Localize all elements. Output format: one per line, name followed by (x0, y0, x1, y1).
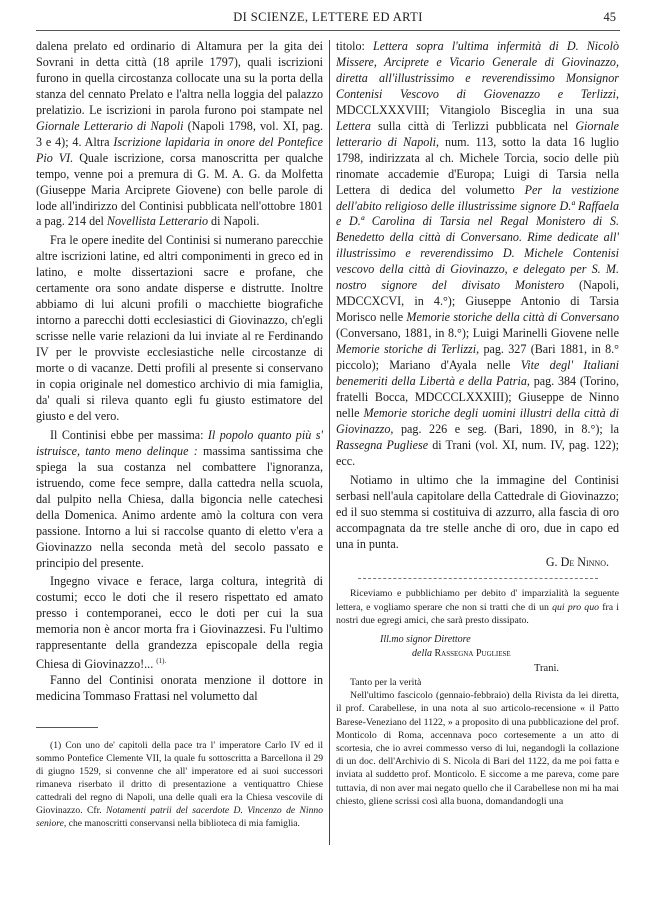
italic-title: Vite degl' Italiani benemeriti della Libertà e della Patria (336, 358, 619, 389)
letter-body: Nell'ultimo fascicolo (gennaio-febbraio) della Rivista da lei diretta, il prof. Carabellese, in una nota al suo articolo-recensione « il Patto Barese-Veneziano del 1122, » a proposito di una pubblicazione del prof. Monticolo di Roma, accennava poco cortesemente a un atto di scortesia, che io avrei commesso verso di lui, negandogli la collazione di un doc. dell'Archivio di S. Nicola di Bari del 1122, da me poi fatta e inviata al suddetto prof. Monticolo. E siccome a me pareva, come pare tuttavia, di non aver mai negato quello che il Carabellese non mi ha mai chiesto, gliene scrissi così alla buona, domandandogli una (336, 690, 619, 807)
text: , pag. 327 (Bari 1881, in 8.° piccolo); Mariano d'Ayala nelle (336, 342, 620, 373)
letter-salutation (336, 633, 619, 647)
paragraph (36, 39, 323, 230)
italic-title: Giornale letterario di Napoli (336, 118, 619, 149)
italic-title: Memorie storiche degli uomini illustri della città di Giovinazzo (336, 405, 620, 436)
text: (Napoli, MDCCXCVI, in 4.°); Giuseppe Antonio di Tarsia Morisco nelle (336, 278, 619, 325)
italic-title: Memorie storiche di Terlizzi (336, 342, 477, 357)
text: di Napoli. (208, 214, 260, 229)
paragraph (336, 39, 619, 470)
italic-title: Per la vestizione dell'abito religioso delle illustrissime signore D.ª Raffaela e D.ª Carolina di Tarsia nel Regal Monistero di S. Benedetto della città di Conversano. Rime dedicate all' illustrissimo e reverendissimo D. Michele Contenisi vescovo della città di Giovinazzo, e delegato per S. M. nostro signore del divisato Monistero (336, 182, 620, 293)
italic-title: Iscrizione lapidaria in onore del Pontefice Pio VI. (36, 134, 324, 165)
text: (1) Con uno de' capitoli della pace tra l' imperatore Carlo IV ed il sommo Pontefice Clemente VII, la quale fu sottoscritta a Barcellona il 29 di giugno 1529, si convenne che all' imperatore ed ai suoi successori rimaneva riserbato il dritto di presentazione a ventiquattro Chiese cattedrali del regno di Napoli, una delle quali era la Chiesa vescovile di Giovinazzo. Cfr. (36, 740, 323, 816)
footnote-rule (36, 727, 98, 728)
header-rule (36, 30, 620, 31)
page-number: 45 (603, 10, 616, 24)
footnote (36, 740, 323, 830)
italic-title: Lettera sopra l'ultima infermità di D. Nicolò Missere, Arciprete e Vicario Generale di Giovinazzo, diretta all'illustrissimo e reverendissimo Monsignor Contenisi Vescovo di Giovenazzo e Terlizzi (336, 39, 619, 101)
italic-title: Memorie storiche della città di Conversano (406, 310, 619, 325)
letter-place: Trani. (534, 663, 559, 675)
text: di Trani (vol. XI, num. IV, pag. 122); ecc. (336, 437, 619, 468)
left-column (36, 39, 323, 830)
text: sulla città di Terlizzi pubblicata nel (370, 118, 576, 133)
text: Quale iscrizione, corsa manoscritta per qualche tempo, venne poi a premura di G. M. A. G. da Molfetta (Giuseppe Maria Arciprete Giovene) con belle parole di lode all'indirizzo del Continisi pubblicata nell'ottobre 1801 a pag. 214 del (36, 150, 323, 229)
signature: G. De Ninno. (545, 554, 609, 569)
text: massima santissima che spiega la sua costanza nel combattere l'ignoranza, istruendo, come fece sempre, dalla cattedra nella scuola, dal pulpito nella Chiesa, dalla bigoncia nelle catechesi della Domenica. Animo ardente amò la coltura con vera passione. Intorno a lui si raccolse quanto di eletto v'era a Giovinazzo nella seconda metà del secolo passato e principio del presente. (36, 443, 323, 570)
text: fra i nostri due egregi amici, che sarà presto dissipato. (336, 601, 619, 626)
italic-title: Lettera (336, 118, 371, 133)
letter-recipient (336, 647, 619, 661)
column-divider (329, 40, 330, 845)
text: titolo: (336, 39, 374, 53)
italic-title: Giornale Letterario di Napoli (36, 118, 184, 133)
italic-quote: Il popolo quanto più s' istruisce, tanto meno delinque : (36, 427, 323, 458)
paragraph: Notiamo in ultimo che la immagine del Continisi serbasi nell'aula capitolare della Cattedrale di Giovinazzo; ed il suo stemma si costituiva di azzurro, alla fascia di oro accompagnata da tre stelle anche di oro, due in capo ed una in punta. (336, 472, 619, 551)
text: Rassegna Pugliese (434, 648, 511, 660)
text: Ingegno vivace e ferace, larga coltura, integrità di costumi; ecco le doti che il resero rispettato ed amato presso i contemporanei, ecco le doti per cui la sua memoria non è ancor morta fra i Giovinazzesi. Fu l'ultimo rappresentante della grandezza episcopale della regia Chiesa di Giovinazzo!... (36, 574, 323, 672)
text: , pag. 226 e seg. (Bari, 1890, in 8.°); la (390, 421, 619, 436)
paragraph: Fanno del Continisi onorata menzione il dottore in medicina Tommaso Frattasi nel volumetto dal (36, 673, 323, 704)
text: Ill.mo signor Direttore (380, 634, 471, 646)
text: Il Continisi ebbe per massima: (50, 427, 208, 442)
italic-title: Notamenti patrii del sacerdote D. Vincenzo de Ninno seniore (36, 804, 323, 829)
paragraph: Fra le opere inedite del Continisi si numerano parecchie altre iscrizioni latine, ed altri componimenti in greco ed in latino, e molte dissertazioni sacre e profane, che certamente ora sono andate disperse e distrutte. Inoltre abbiamo di lui alcuni profili o macchiette biografiche intorno a parecchi dotti ecclesiastici di Giovinazzo, ch'egli scrisse nelle varie relazioni da lui inviate al re Ferdinando IV per le provviste ecclesiastiche nelle circostanze di morte o di vacanze. Detti profili al presente si conservano in copia originale nel domestico archivio di mia famiglia, da' quali si rileva quanto egli fu giusto estimatore del giusto e del vero. (36, 233, 323, 423)
italic-phrase: qui pro quo (552, 601, 599, 613)
footnote-ref[interactable]: (1). (156, 657, 167, 666)
editorial-note (336, 587, 619, 627)
paragraph (36, 574, 323, 673)
text: (Conversano, 1881, in 8.°); Luigi Marinelli Giovene nelle (336, 326, 619, 341)
section-rule (358, 578, 598, 579)
right-column (336, 39, 619, 808)
text: dalena prelato ed ordinario di Altamura per la gita dei Sovrani in detta città (18 aprile 1797), quali iscrizioni furono in quella circostanza collocate una su la porta della stanza del cennato Prelato e l'altra nella loggia del palazzo prelatizio. Le iscrizioni in parola furono poi stampate nel (36, 39, 323, 117)
paragraph (36, 428, 323, 572)
text: , pag. 384 (Torino, fratelli Bocca, MDCCCLXXXIII); Giuseppe de Ninno nelle (336, 374, 620, 420)
running-title: DI SCIENZE, LETTERE ED ARTI (233, 10, 423, 24)
text: (Napoli 1798, vol. XI, pag. 3 e 4); 4. Altra (36, 118, 323, 149)
text: della (412, 648, 432, 660)
italic-title: Rassegna Pugliese (336, 437, 429, 452)
letter-opening: Tanto per la verità (350, 677, 422, 689)
text: Riceviamo e pubblichiamo per debito d' imparzialità la seguente lettera, e vogliamo sperare che non si tratti che di un (336, 588, 619, 613)
page-header (36, 0, 620, 26)
italic-title: Novellista Letterario (106, 214, 208, 229)
text: , MDCCLXXXVIII; Vitangiolo Bisceglia in una sua (336, 86, 619, 117)
text: , num. 113, sotto la data 16 luglio 1798, indirizzata al ch. Michele Torcia, socio delle più rinomate accademie d'Europa; Luigi di Tarsia nella Lettera di dedica del volumetto (336, 134, 619, 197)
text: , che manoscritti conservansi nella biblioteca di mia famiglia. (63, 817, 300, 829)
